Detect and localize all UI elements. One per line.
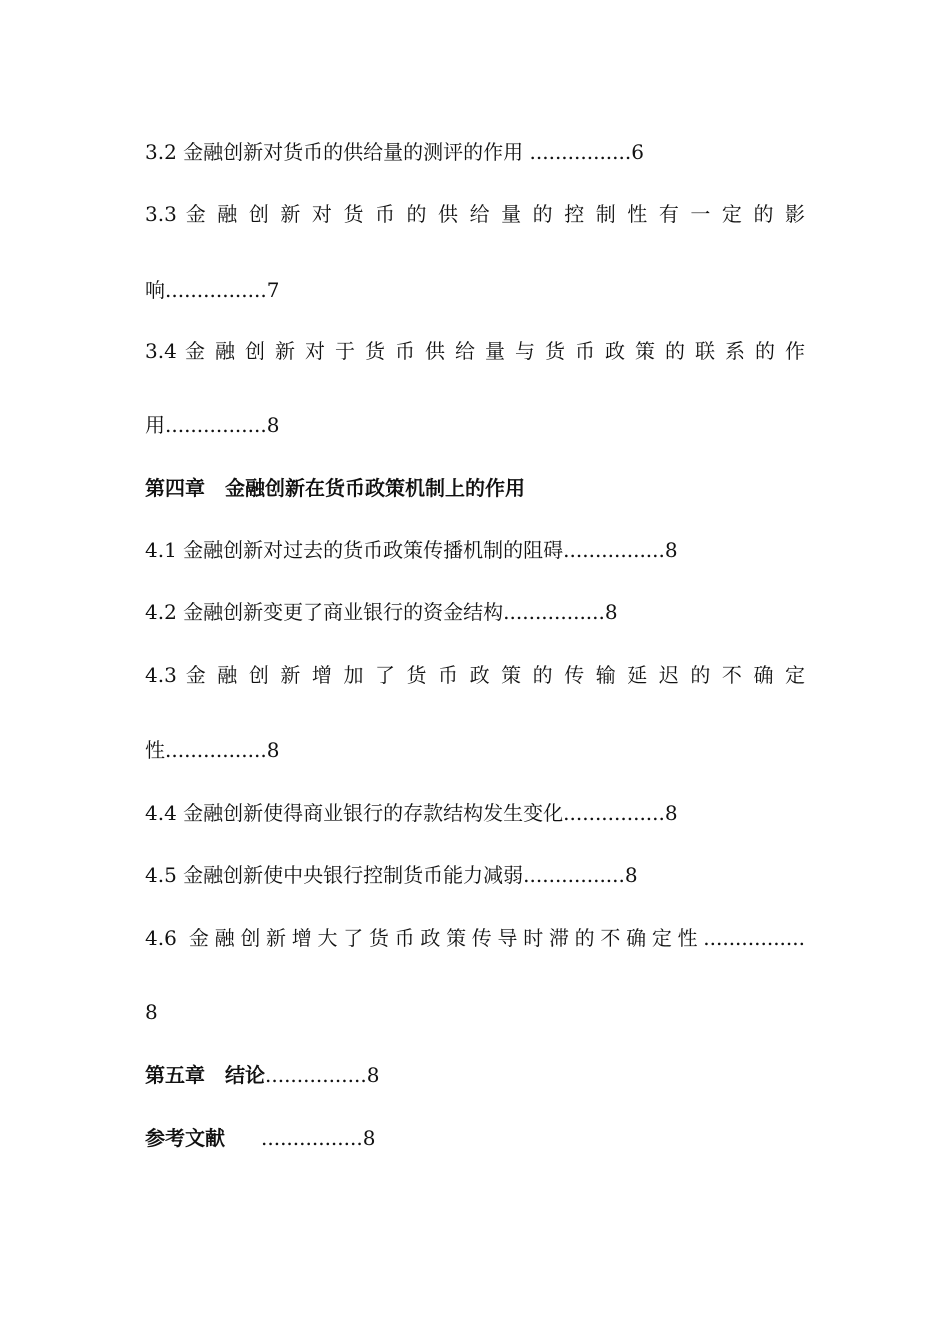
toc-leader: ................8 xyxy=(265,1063,380,1087)
toc-entry-4-5: 4.5 金融创新使中央银行控制货币能力减弱................8 xyxy=(145,863,638,887)
chapter-number: 第五章 xyxy=(145,1063,205,1087)
toc-references xyxy=(145,1124,375,1152)
toc-entry-4-2: 4.2 金融创新变更了商业银行的资金结构................8 xyxy=(145,600,618,624)
toc-entry-4-4: 4.4 金融创新使得商业银行的存款结构发生变化................8 xyxy=(145,801,678,825)
chapter-title: 结论 xyxy=(225,1063,265,1087)
references-title: 参考文献 xyxy=(145,1126,225,1150)
toc-entry-4-6-line1: 4.6 金融创新增大了货币政策传导时滞的不确定性................ xyxy=(145,926,805,950)
toc-entry-3-2: 3.2 金融创新对货币的供给量的测评的作用 ................6 xyxy=(145,140,644,164)
toc-entry-3-4-line1: 3.4 金 融 创 新 对 于 货 币 供 给 量 与 货 币 政 策 的 联 系 的 作 xyxy=(145,339,805,363)
toc-entry-4-6-line2: 8 xyxy=(145,1000,158,1024)
toc-chapter-4 xyxy=(145,474,525,502)
chapter-title: 金融创新在货币政策机制上的作用 xyxy=(225,476,525,500)
toc-entry-3-4-line2: 用................8 xyxy=(145,413,280,437)
toc-entry-4-3-line1: 4.3 金 融 创 新 增 加 了 货 币 政 策 的 传 输 延 迟 的 不 确 定 xyxy=(145,663,805,687)
toc-entry-4-3-line2: 性................8 xyxy=(145,738,280,762)
toc-entry-3-3-line1: 3.3 金 融 创 新 对 货 币 的 供 给 量 的 控 制 性 有 一 定 的 影 xyxy=(145,202,805,226)
toc-leader: ................8 xyxy=(261,1126,376,1150)
toc-entry-4-1: 4.1 金融创新对过去的货币政策传播机制的阻碍................8 xyxy=(145,538,678,562)
chapter-number: 第四章 xyxy=(145,476,205,500)
toc-chapter-5 xyxy=(145,1061,379,1089)
toc-entry-3-3-line2: 响................7 xyxy=(145,278,280,302)
